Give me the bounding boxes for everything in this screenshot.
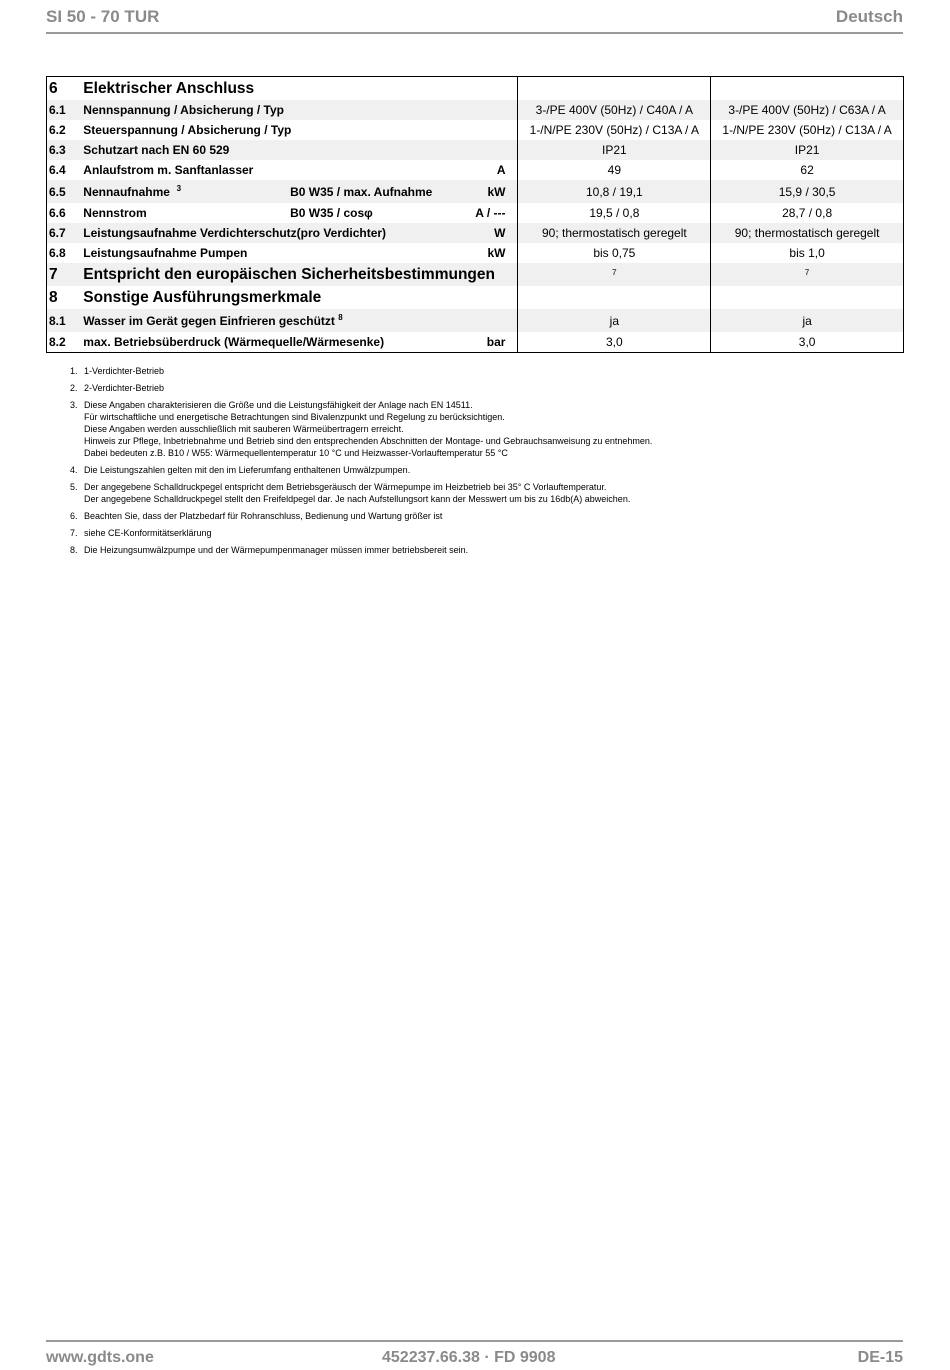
footnote-item <box>70 527 890 539</box>
row-label-text: Nennaufnahme <box>83 185 170 199</box>
footer-page-number: DE-15 <box>857 1349 903 1366</box>
footnote-item <box>70 365 890 377</box>
value-model-2: 62 <box>711 160 904 180</box>
row-number: 8.1 <box>47 309 82 332</box>
footnote-item <box>70 544 890 556</box>
section-6-row <box>47 77 904 101</box>
value-model-2: 3-/PE 400V (50Hz) / C63A / A <box>711 100 904 120</box>
row-unit: bar <box>486 335 506 349</box>
value-model-1: 49 <box>518 160 711 180</box>
footnote-item <box>70 510 890 522</box>
row-number: 6.8 <box>49 246 66 260</box>
row-condition: B0 W35 / cosφ <box>290 206 373 220</box>
footnote-item <box>70 464 890 476</box>
footnote-ref: 7 <box>804 267 810 277</box>
section-title: Elektrischer Anschluss <box>83 79 255 97</box>
value-model-1: ja <box>518 309 711 332</box>
value-model-2: ja <box>711 309 904 332</box>
value-cell <box>518 77 711 101</box>
footnote-number: 7. <box>70 528 78 538</box>
section-number: 6 <box>49 79 58 97</box>
value-model-1: 1-/N/PE 230V (50Hz) / C13A / A <box>518 120 711 140</box>
footnote-text: Die Heizungsumwälzpumpe und der Wärmepumpenmanager müssen immer betriebsbereit sein. <box>84 545 469 555</box>
footnote-ref: 3 <box>176 184 182 193</box>
footnote-item <box>70 399 890 459</box>
footnote-number: 8. <box>70 545 78 555</box>
footnote-number: 1. <box>70 366 78 376</box>
footnote-text: 1-Verdichter-Betrieb <box>84 366 165 376</box>
row-number: 6.5 <box>47 180 82 203</box>
row-number: 6.7 <box>47 223 82 243</box>
row-condition: B0 W35 / max. Aufnahme <box>288 180 458 203</box>
table-row <box>47 203 904 223</box>
section-7-row <box>47 263 904 286</box>
value-model-1: 10,8 / 19,1 <box>518 180 711 203</box>
table-row <box>47 160 904 180</box>
row-unit: A / --- <box>475 206 506 220</box>
footnote-text: Beachten Sie, dass der Platzbedarf für Rohranschluss, Bedienung und Wartung größer ist <box>84 511 443 521</box>
row-label <box>81 309 518 332</box>
row-label: Leistungsaufnahme Verdichterschutz(pro Verdichter) <box>81 223 458 243</box>
table-row <box>47 309 904 332</box>
section-number: 8 <box>49 288 58 306</box>
header-divider <box>46 32 903 34</box>
value-model-1: 90; thermostatisch geregelt <box>518 223 711 243</box>
row-label: Leistungsaufnahme Pumpen <box>83 246 248 260</box>
document-title: SI 50 - 70 TUR <box>46 7 160 26</box>
footnote-text: Diese Angaben werden ausschließlich mit sauberen Wärmeübertragern erreicht. <box>84 424 404 434</box>
footnote-number: 6. <box>70 511 78 521</box>
footer-website: www.gdts.one <box>46 1349 154 1366</box>
row-label: Steuerspannung / Absicherung / Typ <box>83 123 292 137</box>
row-number: 6.1 <box>47 100 82 120</box>
row-label: Schutzart nach EN 60 529 <box>81 140 518 160</box>
row-label <box>81 180 288 203</box>
footnote-text: Die Leistungszahlen gelten mit den im Lieferumfang enthaltenen Umwälzpumpen. <box>84 465 411 475</box>
row-unit: kW <box>487 246 506 260</box>
table-row <box>47 140 904 160</box>
row-number: 6.4 <box>49 163 66 177</box>
value-model-2: 90; thermostatisch geregelt <box>711 223 904 243</box>
section-8-row <box>47 286 904 309</box>
language-label: Deutsch <box>835 7 903 26</box>
value-cell <box>711 77 904 101</box>
footnote-text: Der angegebene Schalldruckpegel entspricht dem Betriebsgeräusch der Wärmepumpe im Heizbetrieb bei 35° C Vorlauftemperatur. <box>84 482 607 492</box>
section-title: Entspricht den europäischen Sicherheitsbestimmungen <box>81 263 518 286</box>
value-model-1: bis 0,75 <box>518 243 711 263</box>
footnote-ref: 8 <box>338 313 343 322</box>
value-model-2: 3,0 <box>711 332 904 353</box>
value-model-2: 28,7 / 0,8 <box>711 203 904 223</box>
footnote-item <box>70 481 890 505</box>
footnote-text: Für wirtschaftliche und energetische Betrachtungen sind Bivalenzpunkt und Regelung zu berücksichtigen. <box>84 412 505 422</box>
value-cell <box>518 286 711 309</box>
footnote-number: 3. <box>70 400 78 410</box>
row-unit: kW <box>458 180 518 203</box>
footnote-ref: 7 <box>612 267 617 277</box>
footnotes-list <box>70 365 890 561</box>
value-model-2: 1-/N/PE 230V (50Hz) / C13A / A <box>711 120 904 140</box>
footnote-number: 2. <box>70 383 78 393</box>
value-model-2: 15,9 / 30,5 <box>711 180 904 203</box>
footnote-text: Diese Angaben charakterisieren die Größe und die Leistungsfähigkeit der Anlage nach EN 14511. <box>84 400 473 410</box>
row-label: max. Betriebsüberdruck (Wärmequelle/Wärmesenke) <box>83 335 385 349</box>
row-unit: A <box>496 163 506 177</box>
row-number: 6.6 <box>49 206 66 220</box>
row-unit: W <box>458 223 518 243</box>
value-model-1: 3-/PE 400V (50Hz) / C40A / A <box>518 100 711 120</box>
footnote-text: siehe CE-Konformitätserklärung <box>84 528 212 538</box>
footer-divider <box>46 1340 903 1342</box>
footnote-text: Hinweis zur Pflege, Inbetriebnahme und Betrieb sind den entsprechenden Abschnitten der Montage- und Gebrauchsanweisung zu entnehmen. <box>84 436 653 446</box>
value-model-1: 19,5 / 0,8 <box>518 203 711 223</box>
value-model-1: 3,0 <box>518 332 711 353</box>
value-model-1: IP21 <box>518 140 711 160</box>
table-row <box>47 332 904 353</box>
footnote-text: 2-Verdichter-Betrieb <box>84 383 165 393</box>
row-label-text: Wasser im Gerät gegen Einfrieren geschützt <box>83 314 335 328</box>
value-model-2: IP21 <box>711 140 904 160</box>
footnote-text: Dabei bedeuten z.B. B10 / W55: Wärmequellentemperatur 10 °C und Heizwasser-Vorlauftemperatur 55 °C <box>84 448 508 458</box>
value-model-1 <box>518 263 711 286</box>
footnote-item <box>70 382 890 394</box>
row-label: Nennstrom <box>83 206 147 220</box>
section-number: 7 <box>47 263 82 286</box>
value-model-2 <box>711 263 904 286</box>
table-row <box>47 100 904 120</box>
footnote-text: Der angegebene Schalldruckpegel stellt den Freifeldpegel dar. Je nach Aufstellungsort kann der Messwert um bis zu 16db(A) abweichen. <box>84 494 631 504</box>
table-row <box>47 120 904 140</box>
value-model-2: bis 1,0 <box>711 243 904 263</box>
row-label: Anlaufstrom m. Sanftanlasser <box>83 163 254 177</box>
row-number: 8.2 <box>49 335 66 349</box>
row-number: 6.2 <box>49 123 66 137</box>
table-row <box>47 243 904 263</box>
section-title: Sonstige Ausführungsmerkmale <box>83 288 322 306</box>
footer-doc-id: 452237.66.38 · FD 9908 <box>382 1349 556 1366</box>
footnote-number: 5. <box>70 482 78 492</box>
row-label: Nennspannung / Absicherung / Typ <box>81 100 518 120</box>
spec-table <box>46 76 904 353</box>
footnote-number: 4. <box>70 465 78 475</box>
table-row <box>47 223 904 243</box>
table-row <box>47 180 904 203</box>
value-cell <box>711 286 904 309</box>
row-number: 6.3 <box>47 140 82 160</box>
